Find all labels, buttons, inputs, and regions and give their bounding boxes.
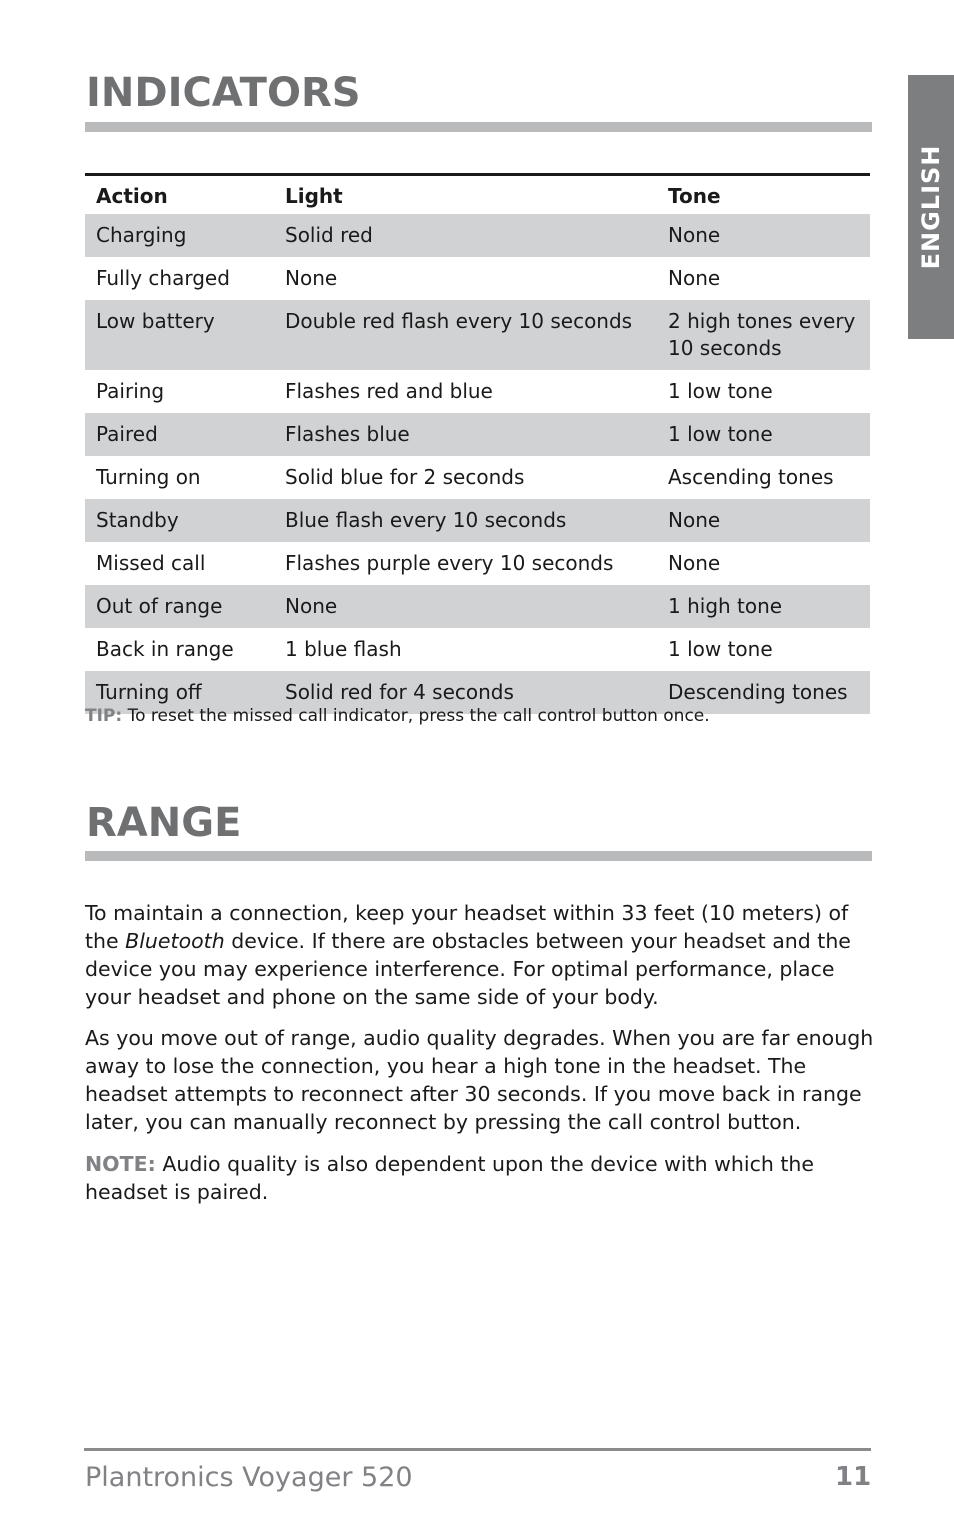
table-cell: Low battery <box>85 300 274 370</box>
language-tab <box>908 75 954 339</box>
table-cell: Solid red for 4 seconds <box>274 671 657 714</box>
tip-label: TIP: <box>85 706 123 726</box>
bluetooth-term: Bluetooth <box>125 929 225 953</box>
table-cell: 1 low tone <box>668 637 773 661</box>
table-cell: 1 blue flash <box>285 637 402 661</box>
table-cell: Paired <box>85 413 274 456</box>
table-cell: 1 low tone <box>668 379 773 403</box>
table-cell: None <box>668 266 721 290</box>
table-cell: Fully charged <box>96 266 230 290</box>
table-cell: Standby <box>85 499 274 542</box>
paragraph-text: device. If there are obstacles between your headset and the device you may experience interference. For optimal performance, place your headset and phone on the same side of your body. <box>85 929 851 1009</box>
table-cell: Out of range <box>85 585 274 628</box>
range-note <box>85 1150 875 1206</box>
note-label: NOTE: <box>85 1152 156 1176</box>
table-cell: None <box>274 585 657 628</box>
heading-rule <box>85 851 872 861</box>
heading-rule <box>85 122 872 132</box>
indicators-heading: INDICATORS <box>86 70 361 116</box>
table-cell: Solid red <box>274 214 657 257</box>
table-cell: Descending tones <box>657 671 870 714</box>
table-cell: Back in range <box>96 637 234 661</box>
table-cell: 1 low tone <box>657 413 870 456</box>
table-cell: Turning off <box>85 671 274 714</box>
table-cell: None <box>657 214 870 257</box>
table-header-row <box>85 175 870 215</box>
table-row <box>85 413 870 456</box>
table-row <box>85 370 870 413</box>
table-cell: Double red flash every 10 seconds <box>274 300 657 370</box>
table-cell: Turning on <box>96 465 201 489</box>
column-header-action: Action <box>96 184 168 208</box>
table-row <box>85 300 870 370</box>
table-cell: 1 high tone <box>657 585 870 628</box>
footer-rule <box>84 1448 871 1451</box>
note-text: Audio quality is also dependent upon the device with which the headset is paired. <box>85 1152 814 1204</box>
indicators-table <box>85 173 870 714</box>
table-cell: Missed call <box>96 551 206 575</box>
table-cell: Ascending tones <box>668 465 834 489</box>
table-cell: Solid blue for 2 seconds <box>285 465 525 489</box>
table-row <box>85 456 870 499</box>
range-heading: RANGE <box>86 800 242 846</box>
table-cell: None <box>657 499 870 542</box>
table-row <box>85 542 870 585</box>
page-number: 11 <box>835 1462 872 1492</box>
table-row <box>85 585 870 628</box>
table-row <box>85 257 870 300</box>
tip-text: To reset the missed call indicator, press the call control button once. <box>127 706 710 726</box>
table-cell: Flashes purple every 10 seconds <box>285 551 614 575</box>
column-header-light: Light <box>285 184 343 208</box>
column-header-tone: Tone <box>668 184 721 208</box>
footer-title: Plantronics Voyager 520 <box>85 1462 413 1493</box>
table-cell: Flashes red and blue <box>285 379 493 403</box>
table-row <box>85 628 870 671</box>
paragraph-text: To maintain a connection, keep your headset within 33 feet (10 meters) of the <box>85 901 849 953</box>
table-row <box>85 214 870 257</box>
table-cell: None <box>668 551 721 575</box>
tip-note <box>85 706 710 726</box>
table-cell: Pairing <box>96 379 165 403</box>
table-cell: Flashes blue <box>274 413 657 456</box>
table-cell: Blue flash every 10 seconds <box>274 499 657 542</box>
table-cell: 2 high tones every 10 seconds <box>657 300 870 370</box>
table-row <box>85 499 870 542</box>
language-tab-label: ENGLISH <box>917 144 945 270</box>
range-paragraph-2: As you move out of range, audio quality degrades. When you are far enough away to lose the connection, you hear a high tone in the headset. The headset attempts to reconnect after 30 seconds. If you move back in range later, you can manually reconnect by pressing the call control button. <box>85 1026 874 1134</box>
table-cell: Charging <box>85 214 274 257</box>
table-cell: None <box>285 266 338 290</box>
range-paragraph-1 <box>85 899 875 1011</box>
